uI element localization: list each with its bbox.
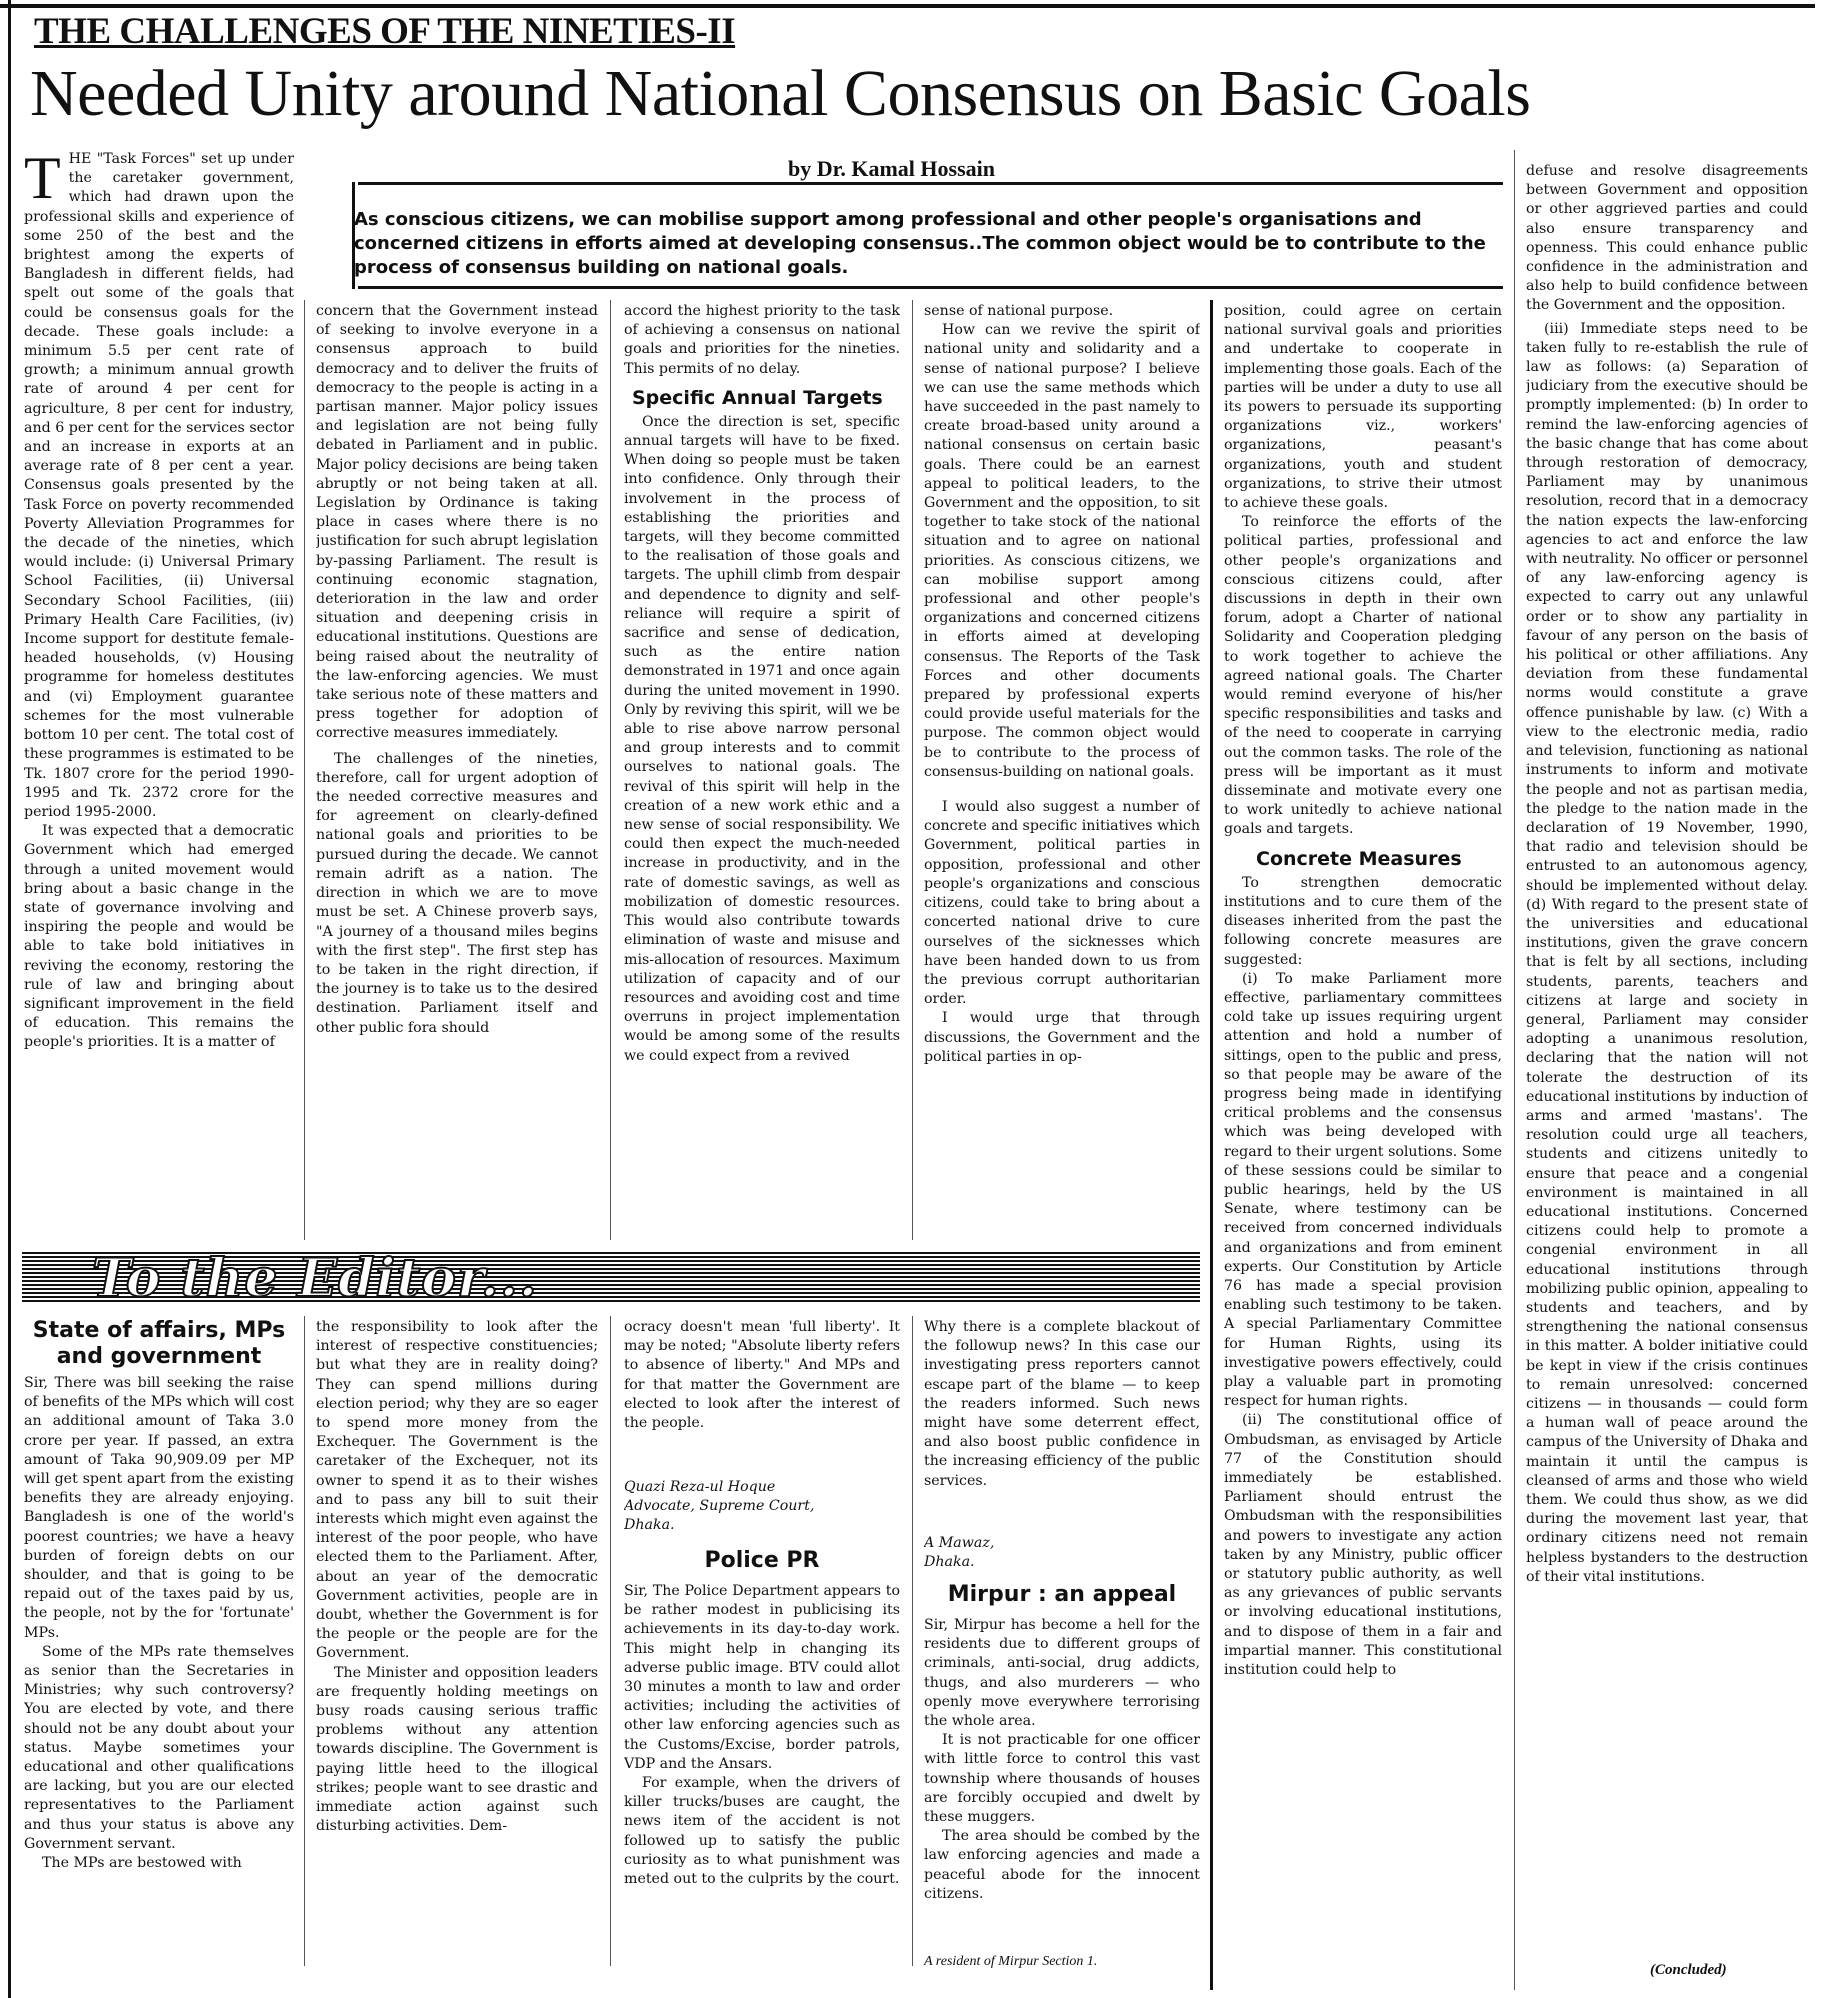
to-the-editor-title: To the Editor... xyxy=(92,1248,538,1309)
paragraph: Sir, The Police Department appears to be rather modest in publicising its achievements in its day-to-day work. This might help in changing its adverse public image. BTV could allot 30 minutes a month to law and order activities; including the activities of other law enforcing agencies such as the Customs/Excise, border patrols, VDP and the Ansars. xyxy=(624,1583,900,1772)
letter-column-3 xyxy=(624,1318,900,1478)
paragraph: concern that the Government instead of seeking to involve everyone in a consensus approach to build democracy and to deliver the fruits of democracy to the people is acting in a partisan manner. Major policy issues and legislation are not being fully debated in Parliament and in public. Major policy decisions are being taken abruptly or not being taken at all. Legislation by Ordinance is taking place in cases where there is no justification for such abrupt legislation by-passing Parliament. The result is continuing economic stagnation, deterioration in the law and order situation and deepening crisis in educational institutions. Questions are being raised about the neutrality of the law-enforcing agencies. We must take serious note of these matters and press together for adoption of corrective measures immediately. xyxy=(316,303,598,742)
paragraph: To reinforce the efforts of the political parties, professional and other people's organizations and conscious citizens could, after discussions in depth in their own forum, adopt a Charter of national Solidarity and Cooperation pledging to work together to achieve the agreed national goals. The Charter would remind everyone of his/her specific responsibilities and tasks and of the need to cooperate in carrying out the common tasks. The role of the press will be important as it must disseminate and motivate every one to work unitedly to achieve national goals and targets. xyxy=(1224,514,1502,838)
deck-bottom-rule xyxy=(358,286,1503,289)
letter-signature xyxy=(624,1478,900,1544)
paragraph: I would urge that through discussions, the Government and the political parties in op- xyxy=(924,1010,1200,1065)
paragraph: The challenges of the nineties, therefore, call for urgent adoption of the needed corrective measures and for agreement on clearly-defined national goals and priorities to be pursued during the decade. We cannot remain adrift as a nation. The direction in which we are to move must be set. A Chinese proverb says, "A journey of a thousand miles begins with the first step". The first step has to be taken in the right direction, if the journey is to take us to the desired destination. Parliament itself and other public fora should xyxy=(316,750,598,1036)
column-divider xyxy=(610,300,611,1240)
paragraph: (i) To make Parliament more effective, parliamentary committees cold take up issues requiring urgent attention and hold a number of sittings, open to the public and press, so that people may be aware of the progress being made in identifying critical problems and the consensus which was being developed with regard to their urgent solutions. Some of these sessions could be similar to public hearings, held by the US Senate, where testimony can be received from concerned individuals and organizations and from eminent experts. Our Constitution by Article 76 has made a special provision enabling such testimony to be taken. A special Parliamentary Committee for Human Rights, using its investigative powers effectively, could play a valuable part in promoting respect for human rights. xyxy=(1224,970,1502,1410)
deck-text: As conscious citizens, we can mobilise support among professional and other people's organisations and concerned citizens in efforts aimed at developing consensus..The common object would be to contribute to the process of consensus building on national goals. xyxy=(354,209,1486,278)
concluded-note: (Concluded) xyxy=(1650,1962,1727,1978)
column-divider xyxy=(304,300,305,1240)
paragraph: The area should be combed by the law enforcing agencies and made a peaceful abode for the innocent citizens. xyxy=(924,1828,1200,1902)
column-divider xyxy=(304,1316,305,1966)
paragraph: Why there is a complete blackout of the followup news? In this case our investigating press reporters cannot escape part of the blame — to keep the readers informed. Such news might have some deterrent effect, and also boost public confidence in the increasing efficiency of the public services. xyxy=(924,1319,1200,1489)
letter-column-4 xyxy=(924,1318,1200,1532)
paragraph: defuse and resolve disagreements between Government and opposition or other aggrieved parties and could also ensure transparency and openness. This could enhance public confidence in the administration and also help to build confidence between the Government and the opposition. xyxy=(1526,163,1808,314)
paragraph: The Minister and opposition leaders are frequently holding meetings on busy roads causing serious traffic problems without any attention towards discipline. The Government is paying little heed to the illogical strikes; people want to see drastic and immediate action against such disturbing activities. Dem- xyxy=(316,1664,598,1835)
signature-title: Advocate, Supreme Court, xyxy=(624,1498,815,1515)
paragraph: To strengthen democratic institutions and to cure them of the diseases inherited from the past the following concrete measures are suggested: xyxy=(1224,874,1502,968)
paragraph: (iii) Immediate steps need to be taken fully to re-establish the rule of law as follows: (a) Separation of judiciary from the executive should be promptly implemented: (b) In order to remind the law-enforcing agencies of the basic change that has come about through restoration of democracy, Parliament may by unanimous resolution, record that in a democracy the nation expects the law-enforcing agencies to act and enforce the law with neutrality. No officer or personnel of any law-enforcing agency is expected to carry out any unlawful order or to show any partiality in favour of any person on the basis of his political or other affiliations. Any deviation from these fundamental norms would constitute a grave offence punishable by law. (c) With a view to the electronic media, radio and television, functioning as national instruments to inform and motivate the people and not as partisan media, the pledge to the nation made in the declaration of 19 November, 1990, that radio and television should be entrusted to an autonomous agency, should be implemented without delay. (d) With regard to the present state of the universities and educational institutions, given the grave concern that is felt by all sections, including students, parents, teachers and citizens at large and society in general, Parliament may consider adopting a unanimous resolution, declaring that the nation will not tolerate the destruction of its educational institutions by induction of arms and armed 'mastans'. The resolution could urge all teachers, students and citizens unitedly to ensure that peace and a congenial environment is maintained in all educational institutions. Concerned citizens could help to promote a congenial environment in all educational institutions through mobilizing public opinion, appealing to students and teachers, and by strengthening the national consensus in this matter. A bolder initiative could be kept in view if the crisis continues to remain unresolved: concerned citizens — in thousands — could form a human wall of peace around the campus of the University of Dhaka and maintain it until the campus is cleansed of arms and those who wield them. We could thus show, as we did during the movement last year, that ordinary citizens need not remain helpless bystanders to the destruction of their vital institutions. xyxy=(1526,320,1808,1585)
paragraph: It was expected that a democratic Government which had emerged through a united movement would bring about a basic change in the state of governance involving and inspiring the people and would be able to take bold initiatives in reviving the economy, restoring the rule of law and bringing about significant improvement in the field of education. This remains the people's priorities. It is a matter of xyxy=(24,823,294,1051)
column-divider xyxy=(1514,150,1515,1990)
letter-title-police-pr: Police PR xyxy=(704,1548,820,1573)
column-divider xyxy=(912,300,913,1240)
letter-title-mirpur: Mirpur : an appeal xyxy=(947,1582,1177,1607)
column-divider xyxy=(912,1316,913,1966)
drop-cap: T xyxy=(24,150,61,211)
letter-column-4b xyxy=(924,1616,1200,1952)
subhead-concrete-measures: Concrete Measures xyxy=(1256,847,1462,870)
letter-column-3b xyxy=(624,1582,900,1968)
paragraph: sense of national purpose. xyxy=(924,303,1114,319)
column-divider-heavy xyxy=(1210,300,1213,1990)
headline: Needed Unity around National Consensus on Basic Goals xyxy=(30,57,1531,130)
signature-city: Dhaka. xyxy=(624,1517,675,1534)
article-column-1 xyxy=(24,150,294,1244)
paragraph: I would also suggest a number of concrete and specific initiatives which Government, political parties in opposition, professional and other people's organizations and conscious citizens, could take to bring about a concerted national drive to cure ourselves of the sicknesses which have been handed down to us from the previous corrupt authoritarian order. xyxy=(924,799,1200,1008)
left-border-rule xyxy=(8,0,11,1998)
signature-name: Quazi Reza-ul Hoque xyxy=(624,1479,776,1495)
deck-top-rule xyxy=(358,182,1503,185)
article-column-5 xyxy=(1224,302,1502,1988)
paragraph: Sir, There was bill seeking the raise of benefits of the MPs which will cost an additional amount of Taka 3.0 crore per year. If passed, an extra amount of Taka 90,909.09 per MP will get spent apart from the existing benefits they are already enjoying. Bangladesh is one of the world's poorest countries; we have a heavy burden of foreign debts on our shoulder, and that is going to be repaid out of the taxes paid by us, the people, not by the for 'fortunate' MPs. xyxy=(24,1375,294,1641)
article-column-4 xyxy=(924,302,1200,1242)
article-column-3 xyxy=(624,302,900,1242)
byline: by Dr. Kamal Hossain xyxy=(788,156,996,181)
paragraph: For example, when the drivers of killer trucks/buses are caught, the news item of the accident is not followed up to satisfy the public curiosity as to what punishment was meted out to the culprits by the court. xyxy=(624,1775,900,1888)
paragraph: (ii) The constitutional office of Ombudsman, as envisaged by Article 77 of the Constitution should immediately be established. Parliament should entrust the Ombudsman with the responsibilities and powers to investigate any action taken by any Ministry, public officer or statutory public authority, as well as any grievances of public servants or involving educational institutions, and to dispose of them in a fair and impartial manner. This constitutional institution could help to xyxy=(1224,1412,1502,1679)
paragraph: the responsibility to look after the interest of respective constituencies; but what they are in reality doing? They can spend millions during election period; why they are so eager to spend more money from the Exchequer. The Government is the caretaker of the Exchequer, not its owner to spend it as to their wishes and to pass any bill to suit their interests which might even against the interest of the poor people, who have elected them to the Parliament. After, about an year of the democratic Government activities, people are in doubt, whether the Government is for the people or the people are for the Government. xyxy=(316,1319,598,1662)
signature-city: Dhaka. xyxy=(924,1554,975,1571)
paragraph: How can we revive the spirit of national unity and solidarity and a sense of national purpose? I believe we can use the same methods which have succeeded in the past namely to create broad-based unity around a national consensus on certain basic goals. There could be an earnest appeal to political leaders, to the Government and the opposition, to sit together to take stock of the national situation and to agree on national priorities. As conscious citizens, we can mobilise support among professional and other people's organizations and concerned citizens in efforts aimed at developing consensus. The Reports of the Task Forces and other documents prepared by professional experts could provide useful materials for the purpose. The common object would be to contribute to the process of consensus-building on national goals. xyxy=(924,322,1200,780)
paragraph: It is not practicable for one officer with little force to control this vast township where thousands of houses are forcibly occupied and dwelt by these muggers. xyxy=(924,1732,1200,1826)
paragraph: Once the direction is set, specific annual targets will have to be fixed. When doing so people must be taken into confidence. Only through their involvement in the process of establishing the priorities and targets, will they become committed to the realisation of those goals and targets. The uphill climb from despair and dependence to dignity and self-reliance will require a spirit of sacrifice and sense of dedication, such as the entire nation demonstrated in 1971 and once again during the united movement in 1990. Only by reviving this spirit, will we be able to rise above narrow personal and group interests and to commit ourselves to national goals. The revival of this spirit will help in the creation of a new work ethic and a new sense of social responsibility. We could then expect the much-needed increase in productivity, and in the rate of domestic savings, as well as mobilization of domestic resources. This would also contribute towards elimination of waste and misuse and mis-allocation of resources. Maximum utilization of capacity and of our resources and avoiding cost and time overruns in project implementation would be among some of the results we could expect from a revived xyxy=(624,413,900,1064)
paragraph: ocracy doesn't mean 'full liberty'. It may be noted; "Absolute liberty refers to absence of liberty." And MPs and for that matter the Government are elected to look after the interest of the people. xyxy=(624,1319,900,1432)
letter-column-1 xyxy=(24,1374,294,1962)
paragraph: accord the highest priority to the task of achieving a consensus on national goals and priorities for the nineties. This permits of no delay. xyxy=(624,303,900,377)
signature-name: A Mawaz, xyxy=(924,1535,995,1551)
series-kicker: THE CHALLENGES OF THE NINETIES-II xyxy=(34,11,736,52)
column-divider xyxy=(610,1316,611,1966)
letter-signature: A resident of Mirpur Section 1. xyxy=(924,1954,1098,1969)
letter-signature xyxy=(924,1534,1200,1574)
letter-title-state-of-affairs: State of affairs, MPs and government xyxy=(32,1318,286,1369)
article-column-2 xyxy=(316,302,598,1242)
paragraph: Sir, Mirpur has become a hell for the residents due to different groups of criminals, anti-social, drug addicts, thugs, and also murderers — who openly move everywhere terrorising the whole area. xyxy=(924,1617,1200,1730)
paragraph: HE "Task Forces" set up under the caretaker government, which had drawn upon the professional skills and experience of some 250 of the best and the brightest among the experts of Bangladesh in different fields, had spelt out some of the goals that could be consensus goals for the decade. These goals include: a minimum 5.5 per cent rate of growth; a minimum annual growth rate of around 4 per cent for agriculture, 8 per cent for industry, and 6 per cent for the services sector and an increase in exports at an average rate of 8 per cent a year. Consensus goals presented by the Task Force on poverty recommended Poverty Alleviation Programmes for the decade of the nineties, which would include: (i) Universal Primary School Facilities, (ii) Universal Secondary School Facilities, (iii) Primary Health Care Facilities, (iv) Income support for destitute female-headed households, (v) Housing programme for homeless destitutes and (vi) Employment guarantee schemes for the most vulnerable bottom 10 per cent. The total cost of these programmes is estimated to be Tk. 1807 crore for the period 1990-1995 and Tk. 2372 crore for the period 1995-2000. xyxy=(24,151,294,820)
paragraph: The MPs are bestowed with xyxy=(42,1855,242,1872)
letter-column-2 xyxy=(316,1318,598,1968)
paragraph: position, could agree on certain national survival goals and priorities and undertake to cooperate in implementing those goals. Each of the parties will be under a duty to use all its powers to persuade its supporting organizations viz., workers' organizations, peasant's organizations, youth and student organizations, to strive their utmost to achieve these goals. xyxy=(1224,303,1502,512)
subhead-specific-annual-targets: Specific Annual Targets xyxy=(632,386,883,409)
paragraph: Some of the MPs rate themselves as senior than the Secretaries in Ministries; why such controversy? You are elected by vote, and there should not be any doubt about your status. Maybe sometimes your educational and other qualifications are lacking, but you are our elected representatives to the Parliament and thus your status is above any Government servant. xyxy=(24,1643,294,1852)
article-column-6 xyxy=(1526,162,1808,1962)
